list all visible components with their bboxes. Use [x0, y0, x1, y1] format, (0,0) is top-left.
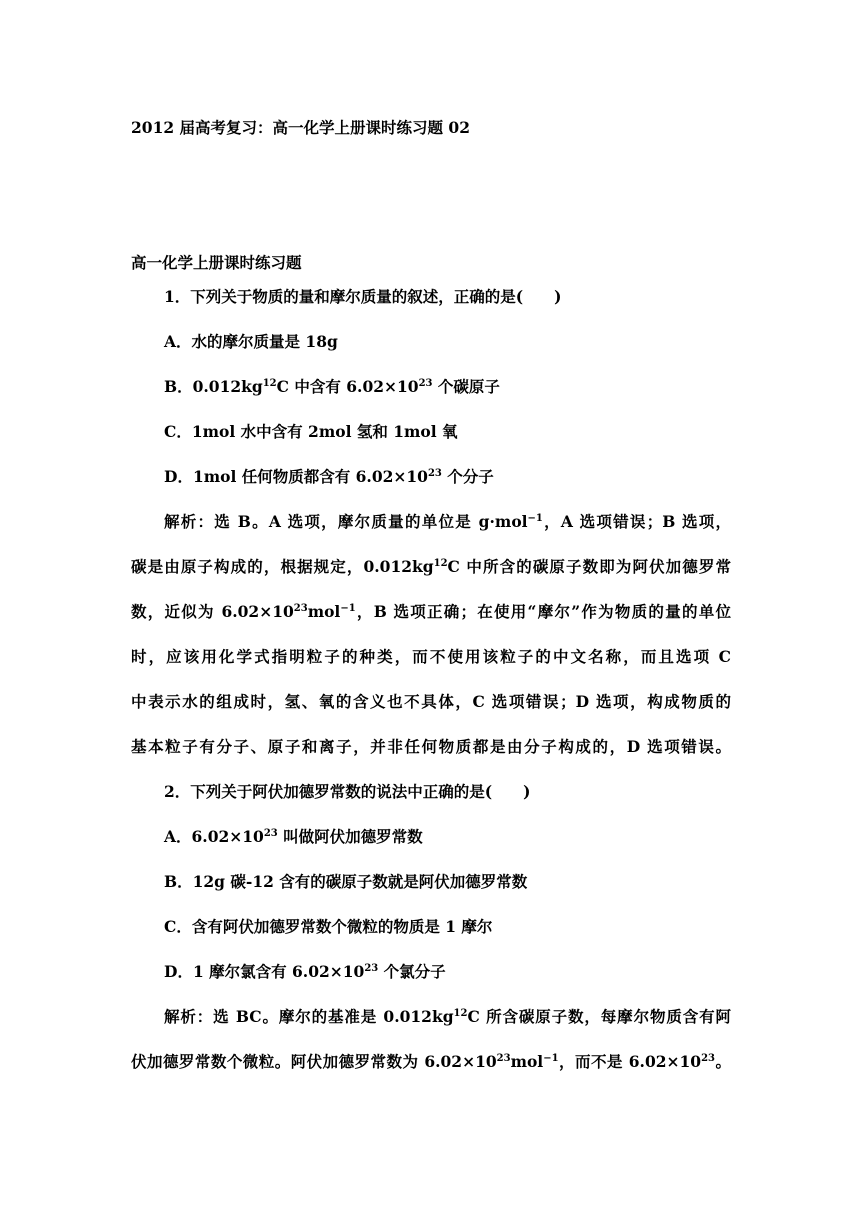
analysis-line: 解析：选 BC。摩尔的基准是 $0.012kg^{12}C$ 所含碳原子数，每摩尔物质含有阿	[164, 1007, 731, 1026]
document-title: 2012 届高考复习：高一化学上册课时练习题 02	[131, 118, 471, 137]
analysis-line: 碳是由原子构成的，根据规定，$0.012kg^{12}C$ 中所含的碳原子数即为阿伏加德罗常	[131, 557, 731, 576]
analysis-line: 解析：选 B。A 选项，摩尔质量的单位是 g·mol$^{-1}$，A 选项错误；B 选项，	[164, 512, 731, 531]
question-1-stem: 1．下列关于物质的量和摩尔质量的叙述，正确的是( )	[164, 287, 562, 306]
question-2-option-d: D．1 摩尔氯含有 $6.02\times 10^{23}$ 个氯分子	[164, 962, 446, 981]
question-2-stem: 2．下列关于阿伏加德罗常数的说法中正确的是( )	[164, 782, 531, 801]
question-1-option-a: A．水的摩尔质量是 18g	[164, 332, 338, 351]
analysis-line: 中表示水的组成时，氢、氧的含义也不具体，C 选项错误；D 选项，构成物质的	[131, 692, 731, 711]
section-title: 高一化学上册课时练习题	[131, 253, 302, 272]
question-2-option-a: A．$6.02\times 10^{23}$ 叫做阿伏加德罗常数	[164, 827, 423, 846]
question-1-option-d: D．1mol 任何物质都含有 $6.02\times 10^{23}$ 个分子	[164, 467, 494, 486]
analysis-line: 时，应该用化学式指明粒子的种类，而不使用该粒子的中文名称，而且选项 C	[131, 647, 731, 666]
question-1-option-c: C．1mol 水中含有 2mol 氢和 1mol 氧	[164, 422, 458, 441]
question-2-option-b: B．12g 碳-12 含有的碳原子数就是阿伏加德罗常数	[164, 872, 528, 891]
analysis-line: 伏加德罗常数个微粒。阿伏加德罗常数为 $6.02\times 10^{23}mol^{-1}$，而不是 $6.02\times 10^{23}$。	[131, 1052, 731, 1071]
question-2-option-c: C．含有阿伏加德罗常数个微粒的物质是 1 摩尔	[164, 917, 493, 936]
analysis-line: 基本粒子有分子、原子和离子，并非任何物质都是由分子构成的，D 选项错误。	[131, 737, 731, 756]
question-1-option-b: B．$0.012kg^{12}C$ 中含有 $6.02\times 10^{23}$ 个碳原子	[164, 377, 500, 396]
analysis-line: 数，近似为 $6.02\times 10^{23}mol^{-1}$，B 选项正确；在使用“摩尔”作为物质的量的单位	[131, 602, 731, 621]
